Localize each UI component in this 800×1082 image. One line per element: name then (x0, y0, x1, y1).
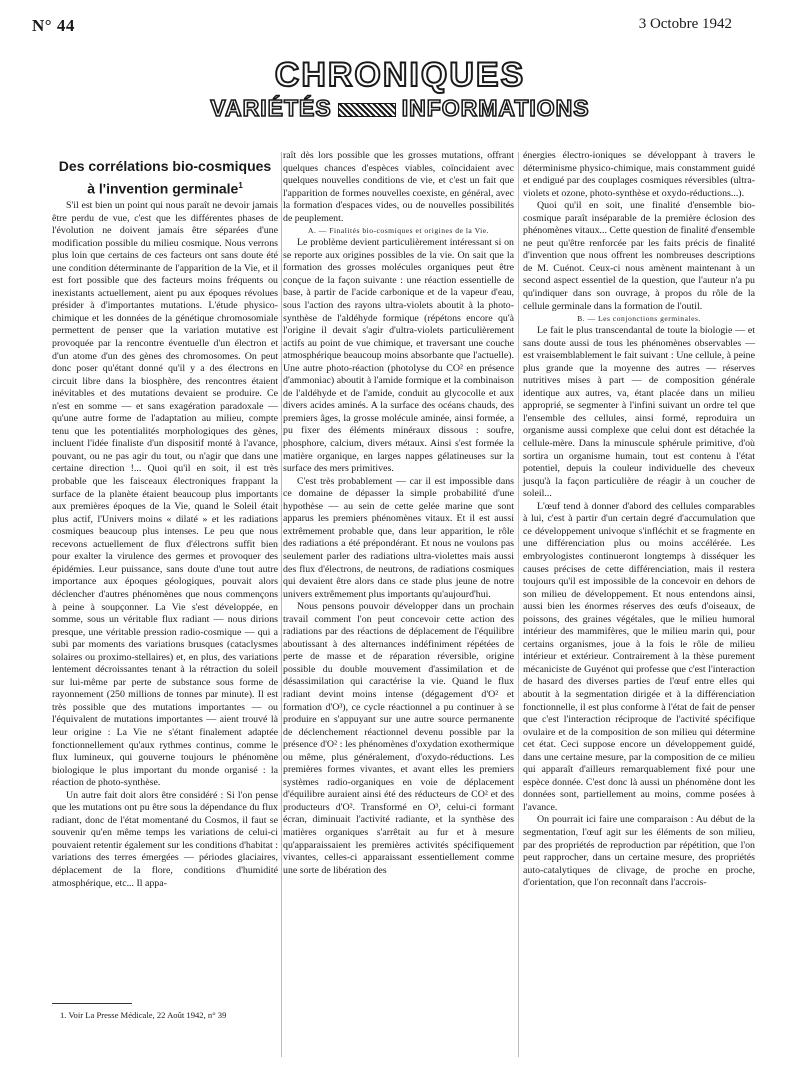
col3-paragraph: Le fait le plus transcendantal de toute la biologie — et sans doute aussi de tous les phénomènes observables — est vraisemblablement le fait suivant : Une cellule, à peine plus grande que la moyenne des autres — réserves nutritives mises à part — de composition générale identique aux autres, va, étant placée dans un milieu approprié, se segmenter à l'infini suivant un ordre tel que l'ensemble des cellules, ainsi formé, reproduira un organisme aussi complexe que celui dont est détachée la cellule-mère. Dans la minuscule sphérule primitive, d'où sortira un organisme humain, tout est contenu à l'état potentiel, depuis la couleur individuelle des cheveux jusqu'à la façon particulière de réagir à un coucher de soleil... (523, 325, 755, 500)
column-2 (283, 150, 514, 877)
col2-paragraph: Le problème devient particulièrement intéressant si on se reporte aux origines possibles de la vie. On sait que la formation des grosses molécules organiques peut être conçue de la façon suivante : une réaction essentielle de base, à partir de l'acide carbonique et de la vapeur d'eau, sous l'action des rayons ultra-violets aboutit à la photo-synthèse de l'aldéhyde formique (répétons encore qu'à l'origine il devait s'agir d'ultra-violets particulièrement actifs au point de vue chimique, et traversant une couche atmosphérique beaucoup moins absorbante que l'actuelle). Une autre photo-réaction (photolyse du CO² en présence d'ammoniac) aboutit à l'amide formique et la combinaison de l'aldéhyde et de l'amide, conduit au glycocolle et aux divers acides aminés. A la surface des océans chauds, des premiers âges, la grosse molécule aminée, ainsi formée, a pu fixer des éléments minéraux dissous : soufre, phosphore, calcium, divers métaux. Ainsi s'est formée la matière organique, en larges nappes gélatineuses sur la surface des mers primitives. (283, 237, 514, 475)
issue-date: 3 Octobre 1942 (638, 16, 732, 32)
article-title-line2: à l'invention germinale (87, 180, 239, 197)
section-heading-a: A. — Finalités bio-cosmiques et origines de la Vie. (308, 226, 489, 236)
col3-paragraph: L'œuf tend à donner d'abord des cellules comparables à lui, c'est à partir d'un certain degré d'accumulation que ce développement univoque s'infléchit et se fragmente en une différenciation plus ou moins accélérée. Les embryologistes continueront longtemps à disséquer les causes précises de cette différenciation, mais il restera toujours qu'il est impossible de la concevoir en dehors de son milieu de développement. Et nous entendons ainsi, aussi bien les énormes réserves des œufs d'oiseaux, de poissons, des graines végétales, que le milieu humoral intérieur des mammifères, que le milieu marin qui, pour certains organismes, joue à la fois le rôle de milieu intérieur et extérieur. Contrairement à la thèse purement mécaniciste de Guyénot qui professe que c'est l'interaction de hasard des diverses parties de l'œuf entre elles qui aboutit à la segmentation dirigée et à la différenciation fonctionnelle, il est plus conforme à l'état de fait de penser que c'est l'interaction réciproque de l'activité spécifique ovulaire et de la composition de son milieu qui détermine cet état. Ceci suppose encore un développement guidé, dans une certaine mesure, par la composition de ce milieu qui apparaît d'ailleurs remarquablement fixé pour une espèce donnée. C'est donc là aussi un phénomène dont les données sont, partiellement au moins, comme posées à l'avance. (523, 500, 755, 813)
section-heading-b: B. — Les conjonctions germinales. (577, 314, 701, 324)
subtitle-varietes: VARIÉTÉS (210, 95, 332, 121)
column-rule (518, 152, 519, 1057)
article-title-line2-wrap (52, 176, 278, 199)
footnote: 1. Voir La Presse Médicale, 22 Août 1942, n° 39 (60, 1010, 227, 1020)
col3-paragraph: Quoi qu'il en soit, une finalité d'ensemble bio-cosmique paraît inséparable de la première éclosion des phénomènes vitaux... Cette question de finalité d'ensemble ne peut qu'être renforcée par les faits précis de finalité d'invention que nous offrent les nombreuses descriptions de M. Cuénot. Ceux-ci nous amènent maintenant à un second aspect essentiel de la question, que l'auteur n'a pu qu'indiquer dans son ouvrage, à propos du rôle de la cellule germinale dans la formation de l'outil. (523, 200, 755, 312)
col1-paragraph: Un autre fait doit alors être considéré : Si l'on pense que les mutations ont pu être sous la dépendance du flux radiant, donc de l'état momentané du Cosmos, il faut se souvenir qu'en même temps les variations de celui-ci pouvaient retentir également sur les conditions d'habitat : variations des terres émergées — périodes glaciaires, déplacement de la flore, conditions d'humidité atmosphérique, etc... Il appa- (52, 789, 278, 889)
subtitle-informations: INFORMATIONS (401, 95, 590, 121)
masthead-subtitle (0, 94, 800, 122)
page-number: N° 44 (32, 16, 75, 35)
masthead-title: CHRONIQUES (274, 56, 526, 94)
article-title-line1: Des corrélations bio-cosmiques (58, 158, 272, 174)
col2-paragraph: Nous pensons pouvoir développer dans un prochain travail comment l'on peut concevoir cette action des radiations par des réactions de déplacement de l'équilibre aboutissant à des alternances indéfiniment répétées de perte de masse et de réparation réversible, origine possible du double mouvement d'assimilation et de désassimilation qui caractérise la vie. Quand le flux radiant devint moins intense (dégagement d'O² et formation d'O³), ce cycle réactionnel a pu continuer à se produire en s'appuyant sur une autre source permanente de déclenchement réactionnel devenu possible par la présence d'O² : les phénomènes d'oxydation exothermique ou même, plus généralement, d'oxydo-réductions. Les premières formes vivantes, et avant elles les premiers systèmes radio-organiques en voie de déplacement d'équilibre auraient ainsi été des réducteurs de CO² et des producteurs d'O². Transformé en O³, celui-ci formant écran, diminuait l'activité radiante, et la synthèse des matières organiques s'arrêtait au fur et à mesure qu'apparaissaient les premières activités spécifiquement vivantes, celles-ci apparaissant essentiellement comme une sorte de libération des (283, 601, 514, 876)
column-3 (523, 150, 755, 890)
footnote-rule (52, 1003, 132, 1004)
col2-paragraph: C'est très probablement — car il est impossible dans ce domaine de dépasser la simple probabilité d'une hypothèse — au sein de cette gelée marine que sont apparus les premiers phénomènes vitaux. Et il est aussi extrêmement probable que, dans leur apparition, le rôle des radiations a été prépondérant. Et nous ne voulons pas seulement parler des radiations ultra-violettes mais aussi des flux d'électrons, de neutrons, de radiations cosmiques qui devaient être alors dans ce stade plus jeune de notre univers extrêmement plus importants qu'aujourd'hui. (283, 475, 514, 600)
col1-paragraph: S'il est bien un point qui nous paraît ne devoir jamais être perdu de vue, c'est que les différentes phases de l'évolution ne doivent jamais être séparées d'une modification possible du milieu cosmique. Nous verrons plus loin que certains de ces facteurs ont sans doute été une condition déterminante de l'apparition de la Vie, et il est fort possible que des facteurs moins fréquents ou inexistants actuellement, aient pu aux époques révolues présider à d'importantes mutations. L'étude physico-chimique et les données de la génétique chromosomiale permettent de penser que la variation mutative est provoquée par la rencontre éventuelle d'un électron et d'un atome d'un des gènes des chromosomes. On peut donc poser qu'étant donné qu'il y a des électrons en circuit libre dans la biosphère, des rencontres étaient inévitables et des mutations devaient se produire. Ce n'est en somme — et sans exagération paradoxale — qu'une autre forme de l'adaptation au milieu, compte tenu que les potentialités morphologiques des gènes, incluent l'idée finaliste d'un dispositif monté à l'avance, pouvant, ou ne pas agir du tout, ou n'agir que dans une certaine direction !... Quoi qu'il en soit, il est très probable que les faisceaux électroniques frappant la surface de la planète étaient beaucoup plus importants aux premières époques de la Vie, quand le Soleil était plus actif, l'Univers moins « dilaté » et les radiations cosmiques beaucoup plus intenses. Le peu que nous recevons actuellement de flux d'électrons suffit bien pour exalter la virulence des germes et provoquer des épidémies. Leur puissance, sans doute d'une tout autre importance aux époques géologiques, pouvait alors déclencher d'autres phénomènes que nous commençons à peine à soupçonner. La Vie s'est développée, en somme, sous un véritable flux radiant — nous dirions presque, une véritable pression radio-cosmique — qui a subi par moments des variations brusques (cataclysmes solaires ou proximo-stellaires) et, en plus, des variations lentement décroissantes tenant à la rétraction du soleil sur lui-même par perte de substance sous forme de rayonnement (250 millions de tonnes par minute). Il est très possible que des mutations importantes — ou l'équivalent de mutations importantes — aient trouvé là leur origine : La Vie ne s'étant finalement adaptée fonctionnellement qu'aux rythmes continus, comme le flux lumineux, qui gouverne toujours le phénomène biologique le plus important du monde organisé : la réaction de photo-synthèse. (52, 200, 278, 789)
article-title (52, 157, 278, 199)
col3-paragraph: On pourrait ici faire une comparaison : Au début de la segmentation, l'œuf agit sur les éléments de son milieu, par des propriétés de reproduction par répétition, que l'on peut rapprocher, dans un certaine mesure, des propriétés auto-catalytiques de clivage, de proche en proche, d'orientation, que l'on reconnaît dans l'accrois- (523, 814, 755, 889)
col2-intro: raît dès lors possible que les grosses mutations, offrant quelques chances d'espèces viables, coïncidaient avec quelques nouvelles conditions de vie, et c'est un fait que l'apparition de formes nouvelles coexiste, en général, avec la formation d'espaces vides, ou de nouvelles possibilités de peuplement. (283, 150, 514, 224)
title-footnote-mark: 1 (238, 181, 243, 190)
col3-paragraph: énergies électro-ioniques se développant à travers le déterminisme physico-chimique, mais constamment guidé et endigué par des couplages cosmiques réversibles (ultra-violets et ozone, photo-synthèse et oxydo-réductions...). (523, 150, 755, 199)
ornament-icon (338, 103, 396, 117)
column-rule (281, 152, 282, 1057)
column-1 (52, 200, 278, 890)
